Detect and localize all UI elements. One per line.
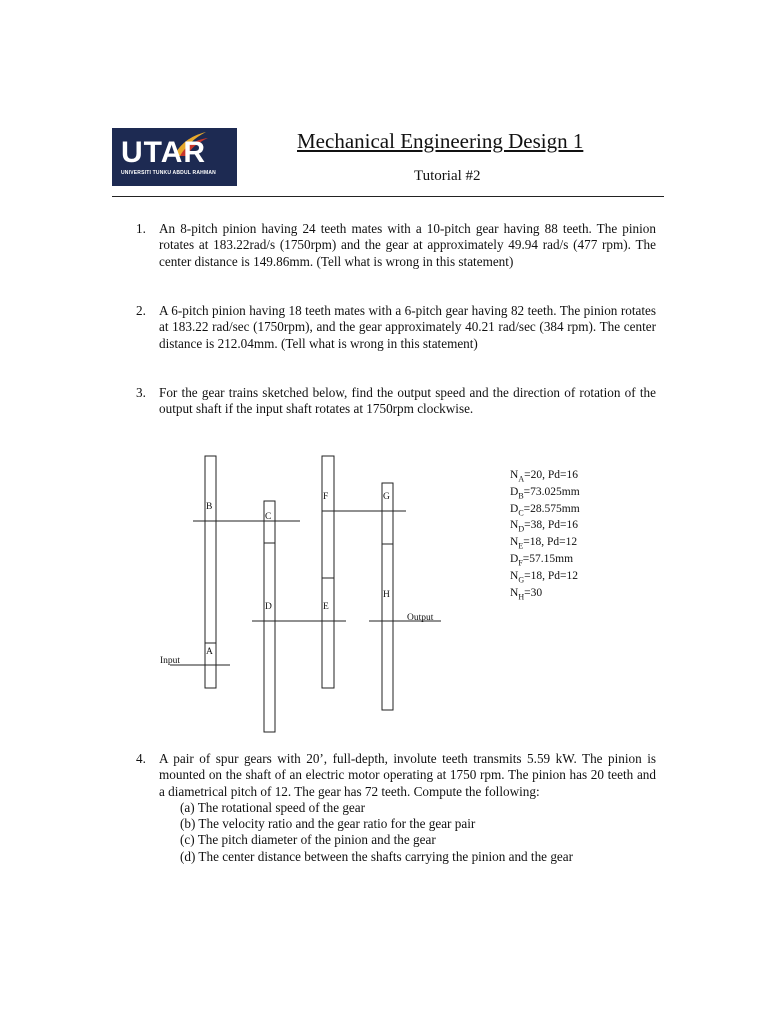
legend-row: $D_C=28.575mm$ xyxy=(510,502,580,517)
gear-e-shaft xyxy=(322,456,334,688)
question-number: 3. xyxy=(136,385,146,400)
label-a: A xyxy=(206,647,213,657)
question-number: 4. xyxy=(136,751,146,766)
label-g: G xyxy=(383,492,390,502)
question-4 xyxy=(136,751,656,865)
gear-train-diagram xyxy=(150,445,460,740)
legend-row: $D_B=73.025mm$ xyxy=(510,485,580,501)
header-divider xyxy=(112,196,664,197)
label-output: Output xyxy=(407,613,434,623)
gear-d-shaft xyxy=(264,501,275,732)
label-h: H xyxy=(383,590,390,600)
question-text: A pair of spur gears with 20’, full-depth, involute teeth transmits 5.59 kW. The pinion is mounted on the shaft of an electric motor operating at 1750 rpm. The pinion has 20 teeth and a diametrical pitch of 12. The gear has 72 teeth. Compute the following: xyxy=(159,751,656,799)
list-item: (d) The center distance between the shafts carrying the pinion and the gear xyxy=(180,848,574,864)
legend-row: $N_G=18$, Pd=12 xyxy=(510,569,578,585)
legend-row: $N_H=30$ xyxy=(510,586,543,601)
legend-row: $N_A=20$, Pd=16 xyxy=(510,469,578,484)
question-text: A 6-pitch pinion having 18 teeth mates with a 6-pitch gear having 82 teeth. The pinion rotates at 183.22 rad/sec (1750rpm), and the gear approximately 40.21 rad/sec (384 rpm). The center distance is 212.04mm. (Tell what is wrong in this statement) xyxy=(159,303,656,351)
label-b: B xyxy=(206,502,213,512)
label-d: D xyxy=(265,602,272,612)
list-item: (c) The pitch diameter of the pinion and the gear xyxy=(180,832,436,848)
list-item: (a) The rotational speed of the gear xyxy=(180,799,366,815)
question-number: 1. xyxy=(136,221,146,236)
question-number: 2. xyxy=(136,303,146,318)
question-3 xyxy=(136,385,656,418)
label-f: F xyxy=(323,492,329,502)
utar-logo xyxy=(112,128,237,186)
logo-subtitle: UNIVERSITI TUNKU ABDUL RAHMAN xyxy=(121,170,216,176)
legend-row: $N_D=38$, Pd=16 xyxy=(510,519,578,534)
label-e: E xyxy=(323,602,329,612)
list-item: (b) The velocity ratio and the gear ratio for the gear pair xyxy=(180,816,476,832)
question-1 xyxy=(136,221,656,270)
question-text: An 8-pitch pinion having 24 teeth mates with a 10-pitch gear having 88 teeth. The pinion rotates at 183.22rad/s (1750rpm) and the gear at approximately 49.94 rad/s (477 rpm). The center distance is 149.86mm. (Tell what is wrong in this statement) xyxy=(159,221,656,269)
legend-row: $D_F=57.15mm$ xyxy=(510,552,574,568)
label-c: C xyxy=(265,512,272,522)
page-title: Mechanical Engineering Design 1 xyxy=(297,129,584,153)
question-text: For the gear trains sketched below, find the output speed and the direction of rotation of the output shaft if the input shaft rotates at 1750rpm clockwise. xyxy=(159,385,656,417)
label-input: Input xyxy=(160,656,181,666)
gear-data-legend xyxy=(510,469,580,603)
logo-wordmark: UTAR xyxy=(121,136,207,169)
question-2 xyxy=(136,303,656,352)
legend-row: $N_E=18$, Pd=12 xyxy=(510,536,578,551)
question-4-items xyxy=(136,800,656,865)
tutorial-number: Tutorial #2 xyxy=(414,168,481,184)
